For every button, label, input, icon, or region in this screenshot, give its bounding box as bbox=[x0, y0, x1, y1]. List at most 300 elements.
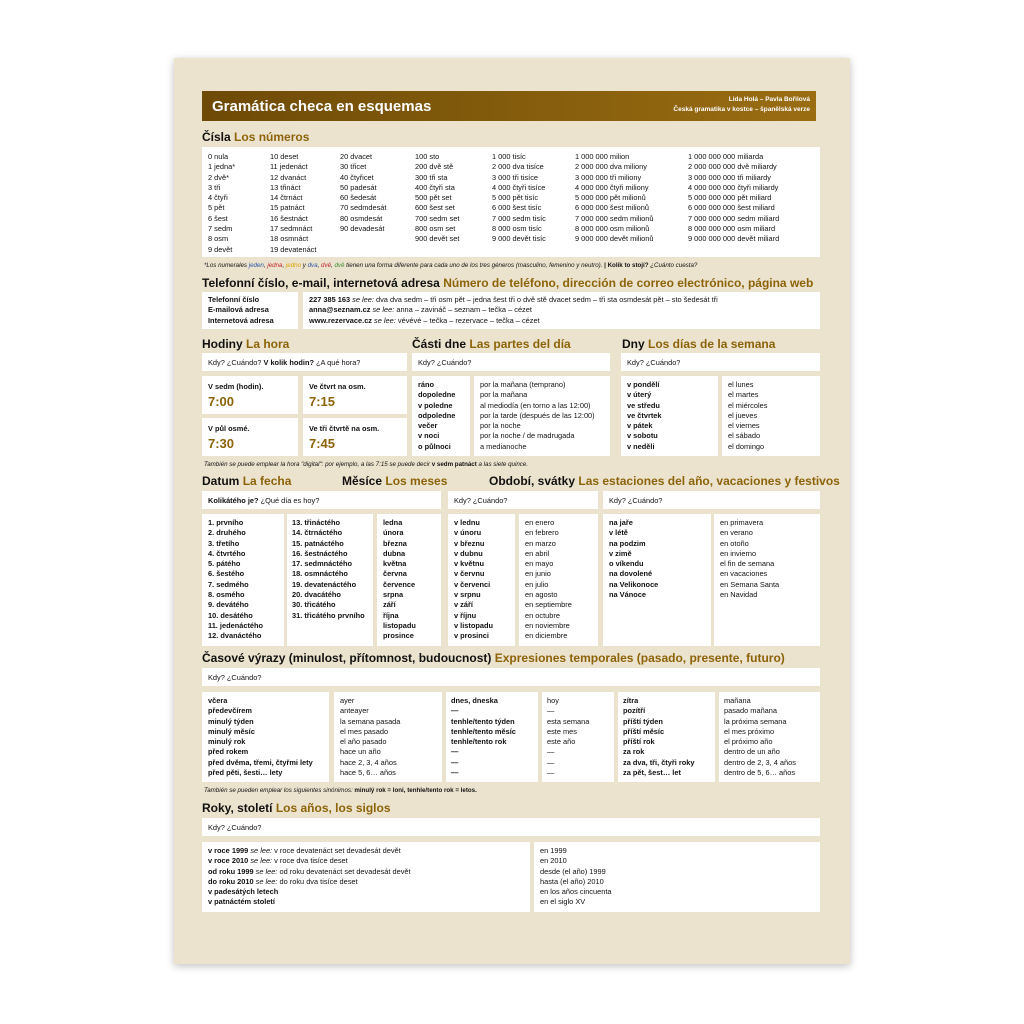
list-item: v únoru bbox=[454, 528, 482, 538]
date-col2 bbox=[292, 518, 365, 621]
row-reading: od roku devatenáct set devadesát devět bbox=[277, 866, 411, 876]
list-item: en 1999 bbox=[540, 846, 567, 855]
present-cz-box bbox=[446, 692, 538, 782]
list-item: 6 000 šest tisíc bbox=[492, 203, 542, 213]
note-word: dva bbox=[307, 262, 318, 269]
list-item: listopadu bbox=[383, 620, 416, 630]
heading-cz: Části dne bbox=[412, 337, 467, 351]
note-text: También se pueden emplear los siguientes sinónimos: bbox=[204, 787, 355, 794]
list-item: tenhle/tento rok bbox=[451, 737, 507, 747]
list-item: en Semana Santa bbox=[720, 579, 780, 589]
list-item: 15 patnáct bbox=[270, 203, 305, 213]
row-reading: anna – zavináč – seznam – tečka – cézet bbox=[394, 305, 532, 315]
list-item: 9 000 000 000 devět miliard bbox=[688, 234, 780, 244]
list-item: 31. třicátého prvního bbox=[292, 610, 365, 620]
numbers-col bbox=[340, 152, 386, 234]
list-item: hace 5, 6… años bbox=[340, 768, 396, 778]
row-term: od roku 1999 bbox=[208, 866, 254, 876]
list-item: příští týden bbox=[623, 716, 663, 726]
list-item: en junio bbox=[525, 569, 551, 579]
list-item: en agosto bbox=[525, 590, 558, 600]
list-item: 8 000 000 osm milionů bbox=[575, 224, 650, 234]
row-term: do roku 2010 bbox=[208, 876, 254, 886]
list-item: pozítří bbox=[623, 706, 646, 716]
contact-heading bbox=[202, 276, 813, 290]
list-item: este año bbox=[547, 737, 576, 747]
past-cz bbox=[208, 696, 313, 778]
list-item: příští rok bbox=[623, 737, 655, 747]
numbers-box bbox=[202, 147, 820, 257]
hours-ask-box bbox=[202, 353, 407, 371]
list-item: 17. sedmnáctého bbox=[292, 559, 352, 569]
row-reading: vévévé – tečka – rezervace – tečka – cézet bbox=[395, 315, 540, 325]
list-item: el domingo bbox=[728, 441, 765, 451]
list-item: este mes bbox=[547, 726, 577, 736]
list-item: en noviembre bbox=[525, 620, 570, 630]
list-item: na Velikonoce bbox=[609, 579, 659, 589]
seasons-heading bbox=[489, 474, 840, 488]
list-item: 19 devatenáct bbox=[270, 244, 317, 254]
list-item: na podzim bbox=[609, 538, 646, 548]
list-item: el fin de semana bbox=[720, 559, 775, 569]
list-item: la próxima semana bbox=[724, 716, 787, 726]
hour-time: 7:15 bbox=[309, 394, 336, 409]
heading-cz: Časové výrazy (minulost, přítomnost, budoucnost) bbox=[202, 651, 492, 665]
heading-cz: Měsíce bbox=[342, 474, 383, 488]
list-item: 200 dvě stě bbox=[415, 162, 454, 172]
list-item: 2 000 dva tisíce bbox=[492, 162, 544, 172]
row-marker: se lee: bbox=[248, 856, 273, 866]
list-item: na jaře bbox=[609, 518, 633, 527]
list-item: 2 000 000 000 dvě miliardy bbox=[688, 162, 777, 172]
list-item: v srpnu bbox=[454, 590, 481, 600]
note-text: También se puede emplear la hora "digital": por ejemplo, a las 7:15 se puede decir bbox=[204, 461, 432, 468]
list-item: por la mañana bbox=[480, 390, 528, 400]
years-rows bbox=[208, 846, 411, 908]
list-item: dopoledne bbox=[418, 390, 456, 400]
heading-es: Los números bbox=[234, 130, 310, 144]
banner-title: Gramática checa en esquemas bbox=[212, 98, 432, 115]
heading-cz: Telefonní číslo, e-mail, internetová adresa bbox=[202, 276, 440, 290]
list-item: 900 devět set bbox=[415, 234, 460, 244]
row-reading: dva dva sedm – tři osm pět – jedna šest tři o dvě stě dvacet sedm – tři sta osmdesát pět – sto šedesát tři bbox=[373, 295, 718, 304]
future-cz-box bbox=[618, 692, 715, 782]
months-heading bbox=[342, 474, 447, 488]
list-item: 8 000 000 000 osm miliard bbox=[688, 224, 776, 234]
list-item: en primavera bbox=[720, 518, 764, 527]
list-item: mañana bbox=[724, 696, 751, 705]
list-item: esta semana bbox=[547, 716, 590, 726]
list-item: 7 sedm bbox=[208, 224, 233, 234]
row-reading: v roce devatenáct set devadesát devět bbox=[272, 846, 401, 855]
row-term: v roce 1999 bbox=[208, 846, 249, 855]
months-gen-box bbox=[377, 514, 441, 646]
list-item: v dubnu bbox=[454, 548, 483, 558]
row-term: v patnáctém století bbox=[208, 897, 275, 907]
contact-lines bbox=[309, 295, 718, 326]
list-item: před dvěma, třemi, čtyřmi lety bbox=[208, 757, 313, 767]
row-marker: se lee: bbox=[370, 305, 395, 315]
list-item: v úterý bbox=[627, 390, 652, 400]
temporal-note bbox=[204, 787, 477, 794]
heading-es: Las partes del día bbox=[469, 337, 571, 351]
list-item: en los años cincuenta bbox=[540, 887, 612, 897]
note-word: dvě bbox=[334, 262, 345, 269]
date-col1-box bbox=[202, 514, 284, 646]
list-item: desde (el año) 1999 bbox=[540, 866, 606, 876]
list-item: en verano bbox=[720, 528, 753, 538]
months-ask-box bbox=[448, 491, 598, 509]
list-item: en octubre bbox=[525, 610, 560, 620]
contact-labels bbox=[208, 295, 274, 326]
list-item: prosince bbox=[383, 631, 414, 641]
list-item: na Vánoce bbox=[609, 590, 646, 600]
row bbox=[208, 867, 411, 877]
list-item: 30 třicet bbox=[340, 162, 367, 172]
list-item: v květnu bbox=[454, 559, 484, 569]
dayparts-es-box bbox=[474, 376, 610, 456]
row bbox=[208, 856, 411, 866]
list-item: 4 000 000 čtyři miliony bbox=[575, 182, 649, 192]
past-es bbox=[340, 696, 400, 778]
heading-cz: Dny bbox=[622, 337, 645, 351]
list-item: 800 osm set bbox=[415, 224, 456, 234]
days-question: Kdy? ¿Cuándo? bbox=[627, 358, 681, 367]
list-item: el sábado bbox=[728, 431, 761, 441]
list-item: 4 čtyři bbox=[208, 193, 228, 203]
list-item: 10 deset bbox=[270, 152, 299, 161]
authors: Lida Holá – Pavla Bořilová bbox=[728, 96, 810, 103]
list-item: minulý týden bbox=[208, 716, 254, 726]
dayparts-question: Kdy? ¿Cuándo? bbox=[418, 358, 472, 367]
list-item: února bbox=[383, 528, 404, 538]
date-question bbox=[208, 496, 319, 505]
list-item: 3 000 000 000 tři miliardy bbox=[688, 172, 771, 182]
note-bold: v sedm patnáct bbox=[431, 461, 477, 468]
row bbox=[309, 305, 718, 315]
list-item: en febrero bbox=[525, 528, 559, 538]
series-subtitle: Česká gramatika v kostce – španělská verze bbox=[673, 106, 810, 113]
banner-credits bbox=[673, 95, 810, 115]
list-item: v poledne bbox=[418, 400, 453, 410]
list-item: dentro de 2, 3, 4 años bbox=[724, 757, 796, 767]
list-item: 3 000 tři tisíce bbox=[492, 172, 539, 182]
note-text: *Los numerales bbox=[204, 262, 249, 269]
list-item: tenhle/tento měsíc bbox=[451, 726, 516, 736]
list-item: v prosinci bbox=[454, 631, 489, 641]
hour-label: V sedm (hodin). bbox=[208, 382, 264, 391]
numbers-heading bbox=[202, 130, 309, 144]
list-item: en enero bbox=[525, 518, 555, 527]
present-es-box bbox=[542, 692, 614, 782]
past-es-box bbox=[334, 692, 442, 782]
row bbox=[208, 887, 411, 897]
list-item: v pátek bbox=[627, 421, 653, 431]
heading-cz: Roky, století bbox=[202, 801, 273, 815]
list-item: 7. sedmého bbox=[208, 579, 249, 589]
list-item: hace 2, 3, 4 años bbox=[340, 757, 397, 767]
list-item: 14 čtrnáct bbox=[270, 193, 303, 203]
list-item: por la mañana (temprano) bbox=[480, 380, 566, 389]
seasons-cz-box bbox=[603, 514, 711, 646]
row bbox=[309, 316, 718, 326]
list-item: 20. dvacátého bbox=[292, 590, 341, 600]
list-item: ayer bbox=[340, 696, 355, 705]
row-term: v padesátých letech bbox=[208, 887, 279, 897]
years-question: Kdy? ¿Cuándo? bbox=[208, 823, 262, 832]
days-cz bbox=[627, 380, 662, 452]
days-es bbox=[728, 380, 767, 452]
row-marker: se lee: bbox=[248, 846, 273, 855]
list-item: 7 000 sedm tisíc bbox=[492, 213, 546, 223]
list-item: dubna bbox=[383, 548, 406, 558]
hour-cell bbox=[303, 376, 407, 414]
dayparts-cz-box bbox=[412, 376, 470, 456]
list-item: anteayer bbox=[340, 706, 369, 716]
hour-time: 7:45 bbox=[309, 436, 336, 451]
row-term: 227 385 163 bbox=[309, 295, 351, 304]
years-heading bbox=[202, 801, 391, 815]
list-item: en otoño bbox=[720, 538, 749, 548]
heading-es: Los días de la semana bbox=[648, 337, 776, 351]
list-item: 9 000 devět tisíc bbox=[492, 234, 546, 244]
list-item: dentro de 5, 6… años bbox=[724, 768, 796, 778]
list-item: odpoledne bbox=[418, 410, 456, 420]
contact-lines-box bbox=[303, 292, 820, 329]
list-item: al mediodía (en torno a las 12:00) bbox=[480, 400, 591, 410]
days-cz-box bbox=[621, 376, 718, 456]
list-item: 13. třináctého bbox=[292, 518, 341, 527]
list-item: — bbox=[451, 747, 459, 757]
note-word: jedna bbox=[267, 262, 283, 269]
list-item: 10. desátého bbox=[208, 610, 253, 620]
seasons-cz bbox=[609, 518, 658, 600]
row bbox=[309, 295, 718, 305]
months-loc bbox=[454, 518, 493, 642]
list-item: la semana pasada bbox=[340, 716, 401, 726]
grammar-sheet bbox=[174, 58, 850, 964]
list-item: 6 000 000 000 šest miliard bbox=[688, 203, 775, 213]
list-item: před rokem bbox=[208, 747, 249, 757]
list-item: en mayo bbox=[525, 559, 554, 569]
list-item: 100 sto bbox=[415, 152, 440, 161]
list-item: minulý měsíc bbox=[208, 726, 255, 736]
list-item: o půlnoci bbox=[418, 441, 451, 451]
list-item: v pondělí bbox=[627, 380, 660, 389]
list-item: el lunes bbox=[728, 380, 754, 389]
hour-time: 7:00 bbox=[208, 394, 235, 409]
months-loc-box bbox=[448, 514, 515, 646]
list-item: 30. třicátého bbox=[292, 600, 336, 610]
list-item: en Navidad bbox=[720, 590, 758, 600]
list-item: před pěti, šesti… lety bbox=[208, 768, 283, 778]
q-text: ¿A qué hora? bbox=[313, 358, 361, 367]
list-item: 14. čtrnáctého bbox=[292, 528, 343, 538]
list-item: 8 osm bbox=[208, 234, 229, 244]
row bbox=[208, 846, 411, 856]
list-item: 15. patnáctého bbox=[292, 538, 344, 548]
list-item: včera bbox=[208, 696, 228, 705]
seasons-es-box bbox=[714, 514, 820, 646]
seasons-question: Kdy? ¿Cuándo? bbox=[609, 496, 663, 505]
days-es-box bbox=[722, 376, 820, 456]
list-item: září bbox=[383, 600, 396, 610]
seasons-ask-box bbox=[603, 491, 820, 509]
list-item: el miércoles bbox=[728, 400, 768, 410]
heading-es: La fecha bbox=[242, 474, 292, 488]
list-item: 19. devatenáctého bbox=[292, 579, 357, 589]
list-item: 50 padesát bbox=[340, 182, 377, 192]
future-es bbox=[724, 696, 796, 778]
list-item: 1 jedna* bbox=[208, 162, 236, 172]
heading-cz: Hodiny bbox=[202, 337, 243, 351]
list-item: ve středu bbox=[627, 400, 660, 410]
list-item: v září bbox=[454, 600, 473, 610]
numbers-col bbox=[270, 152, 316, 255]
list-item: 5 pět bbox=[208, 203, 225, 213]
list-item: předevčírem bbox=[208, 706, 252, 716]
list-item: 4. čtvrtého bbox=[208, 548, 246, 558]
note-text: y bbox=[301, 262, 308, 269]
years-es bbox=[540, 846, 612, 908]
months-question: Kdy? ¿Cuándo? bbox=[454, 496, 508, 505]
days-heading bbox=[622, 337, 775, 351]
list-item: 1 000 tisíc bbox=[492, 152, 526, 161]
list-item: v noci bbox=[418, 431, 440, 441]
list-item: 3. třetího bbox=[208, 538, 240, 548]
list-item: 1. prvního bbox=[208, 518, 244, 527]
future-es-box bbox=[719, 692, 820, 782]
list-item: 18. osmnáctého bbox=[292, 569, 348, 579]
list-item: — bbox=[451, 757, 459, 767]
numbers-col bbox=[688, 152, 779, 245]
list-item: 16. šestnáctého bbox=[292, 548, 348, 558]
list-item: 9 000 000 devět milionů bbox=[575, 234, 654, 244]
note-word: dvě bbox=[321, 262, 332, 269]
list-item: minulý rok bbox=[208, 737, 246, 747]
list-item: za rok bbox=[623, 747, 645, 757]
list-item: el año pasado bbox=[340, 737, 387, 747]
list-item: hasta (el año) 2010 bbox=[540, 876, 604, 886]
row-term: www.rezervace.cz bbox=[309, 315, 372, 325]
seasons-es bbox=[720, 518, 779, 600]
list-item: července bbox=[383, 579, 416, 589]
heading-cz: Období, svátky bbox=[489, 474, 576, 488]
list-item: — bbox=[547, 747, 555, 757]
list-item: 400 čtyři sta bbox=[415, 182, 455, 192]
list-item: srpna bbox=[383, 590, 404, 600]
note-word: jeden bbox=[248, 262, 264, 269]
row-term: v roce 2010 bbox=[208, 856, 249, 866]
list-item: zítra bbox=[623, 696, 639, 705]
past-cz-box bbox=[202, 692, 329, 782]
list-item: el mes próximo bbox=[724, 726, 775, 736]
row-reading: v roce dva tisíce deset bbox=[272, 856, 348, 866]
days-ask-box bbox=[621, 353, 820, 371]
list-item: por la noche bbox=[480, 421, 521, 431]
list-item: E-mailová adresa bbox=[208, 305, 269, 315]
date-ask-box bbox=[202, 491, 441, 509]
heading-cz: Čísla bbox=[202, 130, 231, 144]
row-reading: do roku dva tisíce deset bbox=[277, 876, 358, 886]
note-word: jedno bbox=[285, 262, 302, 269]
list-item: 12. dvanáctého bbox=[208, 631, 262, 641]
list-item: — bbox=[547, 757, 555, 767]
list-item: 17 sedmnáct bbox=[270, 224, 313, 234]
heading-es: Los meses bbox=[385, 474, 448, 488]
list-item: 4 000 000 000 čtyři miliardy bbox=[688, 182, 779, 192]
list-item: en abril bbox=[525, 548, 550, 558]
hour-cell bbox=[303, 418, 407, 456]
list-item: 20 dvacet bbox=[340, 152, 373, 161]
list-item: v březnu bbox=[454, 538, 485, 548]
temporal-question: Kdy? ¿Cuándo? bbox=[208, 673, 262, 682]
contact-labels-box bbox=[202, 292, 298, 329]
list-item: 300 tři sta bbox=[415, 172, 448, 182]
list-item: 1 000 000 milion bbox=[575, 152, 630, 161]
list-item: 8. osmého bbox=[208, 590, 245, 600]
hours-note bbox=[204, 461, 528, 468]
list-item: en marzo bbox=[525, 538, 556, 548]
future-cz bbox=[623, 696, 694, 778]
list-item: dentro de un año bbox=[724, 747, 780, 757]
months-es-box bbox=[519, 514, 598, 646]
list-item: 500 pět set bbox=[415, 193, 452, 203]
list-item: 7 000 000 000 sedm miliard bbox=[688, 213, 780, 223]
list-item: 4 000 čtyři tisíce bbox=[492, 182, 546, 192]
list-item: 3 tři bbox=[208, 182, 221, 192]
list-item: el viernes bbox=[728, 421, 760, 431]
list-item: 80 osmdesát bbox=[340, 213, 383, 223]
list-item: dnes, dneska bbox=[451, 696, 498, 705]
heading-es: Número de teléfono, dirección de correo electrónico, página web bbox=[443, 276, 814, 290]
list-item: v neděli bbox=[627, 441, 655, 451]
heading-es: La hora bbox=[246, 337, 290, 351]
note-bold: minulý rok = loni, tenhle/tento rok = letos. bbox=[354, 787, 477, 794]
hour-label: Ve čtvrt na osm. bbox=[309, 382, 366, 391]
date-heading bbox=[202, 474, 291, 488]
list-item: — bbox=[547, 768, 555, 778]
numbers-col bbox=[575, 152, 653, 245]
hour-label: V půl osmé. bbox=[208, 424, 250, 433]
list-item: 2 000 000 dva miliony bbox=[575, 162, 647, 172]
list-item: 5 000 pět tisíc bbox=[492, 193, 539, 203]
list-item: Telefonní číslo bbox=[208, 295, 260, 304]
list-item: ve čtvrtek bbox=[627, 410, 662, 420]
list-item: 700 sedm set bbox=[415, 213, 460, 223]
list-item: 1 000 000 000 miliarda bbox=[688, 152, 764, 161]
dayparts-es bbox=[480, 380, 595, 452]
list-item: 600 šest set bbox=[415, 203, 455, 213]
note-text: a las siete quince. bbox=[476, 461, 529, 468]
list-item: 6 000 000 šest milionů bbox=[575, 203, 649, 213]
numbers-col bbox=[492, 152, 546, 245]
list-item: — bbox=[451, 768, 459, 778]
list-item: 9. devátého bbox=[208, 600, 249, 610]
row-marker: se lee: bbox=[372, 315, 396, 325]
list-item: večer bbox=[418, 421, 438, 431]
list-item: 9 devět bbox=[208, 244, 233, 254]
numbers-note: *Los numerales jeden, jedna, jedno y dva, dvě, dvě tienen una forma diferente para cada uno de los tres géneros (masculino, femenino y neutro). | Kolik to stojí? ¿Cuánto cuesta? bbox=[204, 262, 698, 269]
numbers-col bbox=[415, 152, 459, 245]
list-item: el jueves bbox=[728, 410, 758, 420]
list-item: 12 dvanáct bbox=[270, 172, 307, 182]
list-item: 2 dvě* bbox=[208, 172, 229, 182]
years-ask-box bbox=[202, 818, 820, 836]
dayparts-ask-box bbox=[412, 353, 610, 371]
hour-label: Ve tři čtvrtě na osm. bbox=[309, 424, 380, 433]
list-item: října bbox=[383, 610, 399, 620]
